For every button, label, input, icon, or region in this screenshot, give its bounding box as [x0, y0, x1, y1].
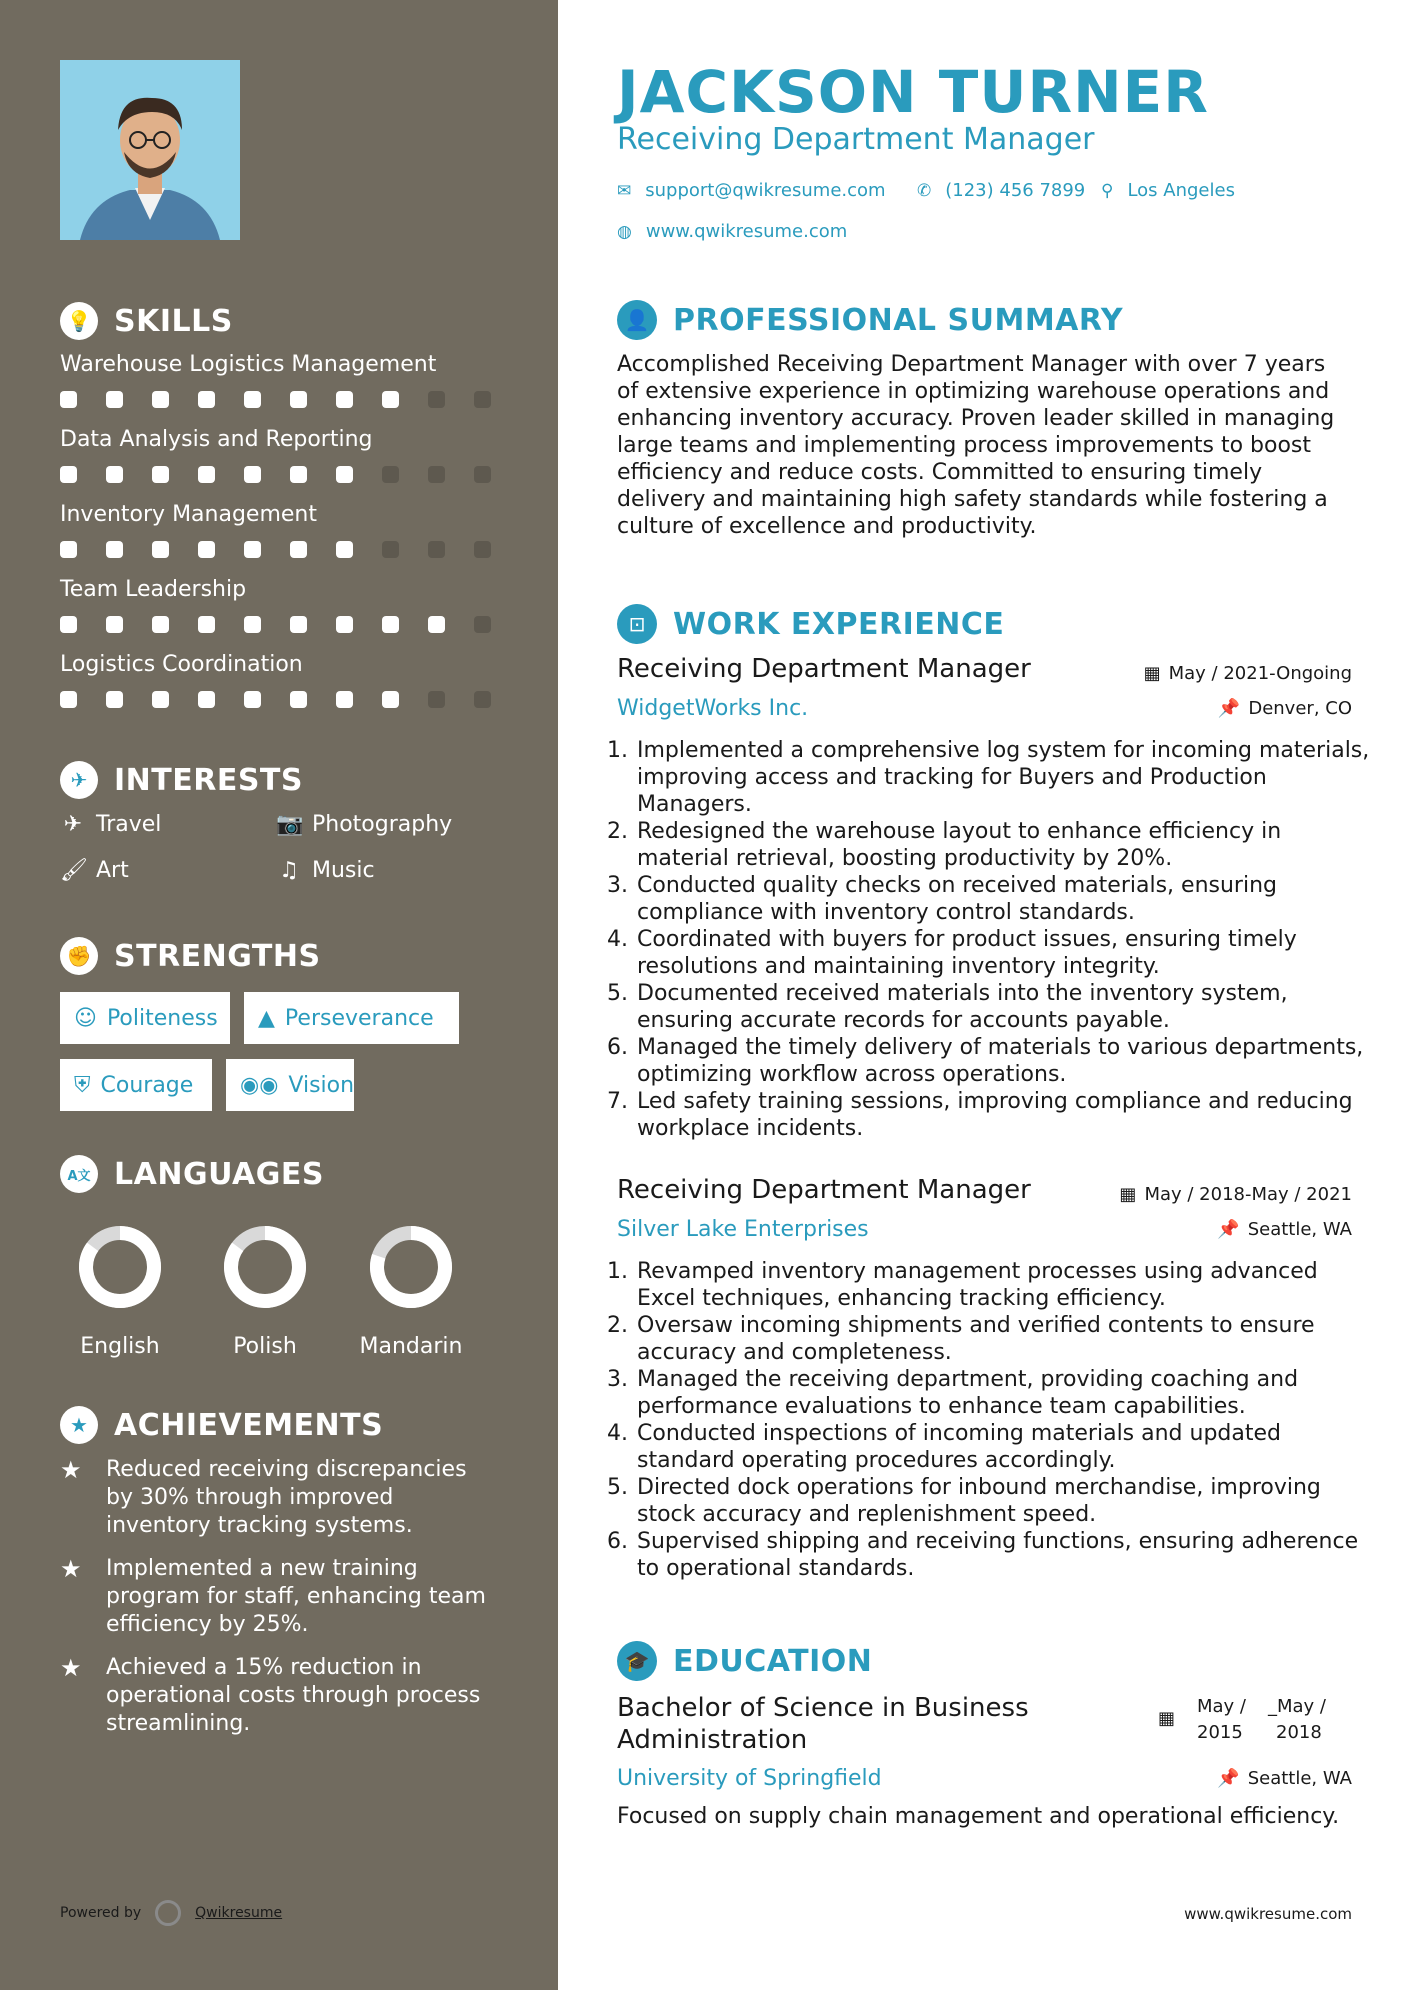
star-badge-icon: ★: [60, 1406, 98, 1444]
school-name: University of Springfield: [617, 1766, 882, 1791]
job-location: 📌 Denver, CO: [1217, 698, 1352, 719]
skill-name: Team Leadership: [60, 577, 247, 602]
skill-dot: [106, 541, 123, 558]
skill-dot: [152, 541, 169, 558]
education-location: 📌 Seattle, WA: [1217, 1768, 1352, 1789]
email-contact: [617, 180, 886, 201]
lightbulb-icon: 💡: [60, 302, 98, 340]
skill-dot: [474, 541, 491, 558]
job-bullet: 2. Oversaw incoming shipments and verified contents to ensure accuracy and completeness.: [635, 1312, 1370, 1366]
smile-icon: ☺: [74, 1005, 97, 1031]
strengths-heading: ✊ STRENGTHS: [60, 937, 321, 975]
location-contact: ⚲ Los Angeles: [1101, 180, 1235, 201]
skill-dot: [244, 391, 261, 408]
star-icon: ★: [60, 1456, 82, 1484]
skill-dot: [60, 616, 77, 633]
interest-item: 🖌 Art: [60, 858, 129, 883]
profile-photo: [60, 60, 240, 240]
skill-dot: [428, 616, 445, 633]
camera-icon: 📷: [276, 812, 304, 837]
skill-item: [60, 352, 500, 408]
skill-dot: [106, 616, 123, 633]
qwikresume-logo-icon: [155, 1900, 181, 1926]
language-icon: A文: [60, 1155, 98, 1193]
skill-level: [60, 541, 500, 558]
footer-website[interactable]: www.qwikresume.com: [1184, 1905, 1352, 1923]
interests-heading: ✈ INTERESTS: [60, 761, 303, 799]
pin-icon: 📌: [1217, 698, 1241, 719]
skill-dot: [290, 616, 307, 633]
summary-heading: 👤 PROFESSIONAL SUMMARY: [617, 300, 1123, 340]
interest-item: ♫ Music: [276, 858, 375, 883]
skill-name: Inventory Management: [60, 502, 317, 527]
music-icon: ♫: [279, 858, 299, 883]
skill-dot: [152, 391, 169, 408]
skill-dot: [336, 541, 353, 558]
skill-dot: [244, 691, 261, 708]
website-contact: [617, 221, 847, 242]
envelope-icon: ✉: [617, 180, 632, 201]
star-icon: ★: [60, 1654, 82, 1682]
skill-level: [60, 391, 500, 408]
skills-heading: 💡 SKILLS: [60, 302, 233, 340]
email-link[interactable]: support@qwikresume.com: [645, 180, 886, 201]
skill-name: Data Analysis and Reporting: [60, 427, 373, 452]
sidebar: [0, 0, 558, 1990]
job-bullet: 5. Documented received materials into the inventory system, ensuring accurate records for accounts payable.: [635, 980, 1370, 1034]
company-name: Silver Lake Enterprises: [617, 1217, 869, 1242]
interest-item: ✈ Travel: [60, 812, 161, 837]
skill-dot: [60, 466, 77, 483]
job-bullet: 5. Directed dock operations for inbound merchandise, improving stock accuracy and replenishment speed.: [635, 1474, 1370, 1528]
job-bullet: 6. Managed the timely delivery of materials to various departments, optimizing workflow across operations.: [635, 1034, 1370, 1088]
skill-dot: [198, 466, 215, 483]
job-dates: ▦ May / 2018-May / 2021: [1119, 1184, 1352, 1205]
skill-dot: [60, 691, 77, 708]
skill-dot: [336, 466, 353, 483]
language-name: Polish: [233, 1334, 297, 1359]
skill-dot: [198, 691, 215, 708]
skill-dot: [60, 541, 77, 558]
binoculars-icon: ◉◉: [240, 1072, 279, 1098]
education-heading: 🎓 EDUCATION: [617, 1641, 872, 1681]
skill-dot: [382, 391, 399, 408]
language-donut: [75, 1222, 165, 1312]
paper-plane-icon: ✈: [60, 761, 98, 799]
job-location: 📌 Seattle, WA: [1217, 1219, 1352, 1240]
powered-by: Powered by Qwikresume: [60, 1900, 282, 1926]
skill-dot: [474, 466, 491, 483]
skill-dot: [382, 691, 399, 708]
brand-link[interactable]: Qwikresume: [195, 1905, 283, 1921]
skill-dot: [106, 391, 123, 408]
summary-text: Accomplished Receiving Department Manager with over 7 years of extensive experience in optimizing warehouse operations and enhancing inventory accuracy. Proven leader skilled in managing large teams and implementing process improvements to boost efficiency and reduce costs. Committed to ensuring timely delivery and maintaining high safety standards while fostering a culture of excellence and productivity.: [617, 352, 1335, 539]
user-icon: 👤: [617, 300, 657, 340]
language-donut: [366, 1222, 456, 1312]
plane-icon: ✈: [63, 812, 83, 837]
languages-heading: A文 LANGUAGES: [60, 1155, 324, 1193]
skill-dot: [198, 616, 215, 633]
skill-dot: [428, 541, 445, 558]
skill-dot: [244, 541, 261, 558]
job-bullet: 1. Revamped inventory management processes using advanced Excel techniques, enhancing tracking efficiency.: [635, 1258, 1370, 1312]
job-bullet: 2. Redesigned the warehouse layout to enhance efficiency in material retrieval, boosting productivity by 20%.: [635, 818, 1370, 872]
skill-dot: [106, 466, 123, 483]
brush-icon: 🖌: [60, 858, 88, 883]
job-title: Receiving Department Manager: [617, 1175, 1031, 1205]
language-donut: [220, 1222, 310, 1312]
skill-dot: [152, 691, 169, 708]
job-bullet: 3. Managed the receiving department, providing coaching and performance evaluations to enhance team capabilities.: [635, 1366, 1370, 1420]
star-icon: ★: [60, 1555, 82, 1583]
calendar-icon: ▦: [1157, 1708, 1175, 1729]
language-name: Mandarin: [359, 1334, 463, 1359]
experience-heading: ⊡ WORK EXPERIENCE: [617, 604, 1004, 644]
skill-dot: [106, 691, 123, 708]
language-item: [50, 1222, 190, 1359]
skill-dot: [428, 466, 445, 483]
calendar-icon: ▦: [1143, 663, 1161, 684]
skill-dot: [244, 616, 261, 633]
skill-dot: [474, 391, 491, 408]
person-title: Receiving Department Manager: [617, 122, 1095, 157]
map-pin-icon: ⚲: [1101, 180, 1114, 201]
achievement-item: ★ Achieved a 15% reduction in operational costs through process streamlining.: [60, 1654, 481, 1736]
job-bullet: 4. Coordinated with buyers for product issues, ensuring timely resolutions and maintaining inventory integrity.: [635, 926, 1370, 980]
phone-contact: ✆ (123) 456 7899: [917, 180, 1086, 201]
strength-chip: ☺ Politeness: [60, 992, 230, 1044]
job-bullet: 4. Conducted inspections of incoming materials and updated standard operating procedures accordingly.: [635, 1420, 1370, 1474]
job-bullet: 1. Implemented a comprehensive log system for incoming materials, improving access and tracking for Buyers and Production Managers.: [635, 737, 1370, 818]
skill-dot: [290, 391, 307, 408]
achievement-item: ★ Reduced receiving discrepancies by 30% through improved inventory tracking systems.: [60, 1456, 467, 1538]
skill-dot: [290, 541, 307, 558]
skill-dot: [382, 466, 399, 483]
skill-dot: [198, 541, 215, 558]
pin-icon: 📌: [1217, 1219, 1240, 1240]
desk-chair-icon: ⊡: [617, 604, 657, 644]
job-bullet: 7. Led safety training sessions, improving compliance and reducing workplace incidents.: [635, 1088, 1370, 1142]
skill-dot: [336, 691, 353, 708]
skill-dot: [152, 466, 169, 483]
company-name: WidgetWorks Inc.: [617, 696, 809, 721]
shield-icon: ⛨: [74, 1072, 91, 1098]
job-bullets: [617, 737, 1370, 1142]
skill-level: [60, 691, 500, 708]
skill-dot: [336, 391, 353, 408]
skill-level: [60, 466, 500, 483]
skill-dot: [474, 616, 491, 633]
skill-dot: [428, 691, 445, 708]
language-name: English: [80, 1334, 160, 1359]
skill-dot: [382, 616, 399, 633]
globe-icon: ◍: [617, 221, 632, 242]
job-bullets: [617, 1258, 1370, 1582]
graduate-icon: 🎓: [617, 1641, 657, 1681]
skill-name: Warehouse Logistics Management: [60, 352, 437, 377]
achievements-heading: ★ ACHIEVEMENTS: [60, 1406, 383, 1444]
job-title: Receiving Department Manager: [617, 654, 1031, 684]
strength-chip: ◉◉ Vision: [226, 1059, 354, 1111]
language-item: [195, 1222, 335, 1359]
website-link[interactable]: www.qwikresume.com: [645, 221, 848, 242]
education-description: Focused on supply chain management and operational efficiency.: [617, 1804, 1340, 1829]
skill-item: [60, 652, 500, 708]
skill-dot: [244, 466, 261, 483]
skill-dot: [60, 391, 77, 408]
language-item: [341, 1222, 481, 1359]
interest-item: 📷 Photography: [276, 812, 453, 837]
skill-item: [60, 577, 500, 633]
skill-dot: [474, 691, 491, 708]
skill-name: Logistics Coordination: [60, 652, 303, 677]
job-bullet: 6. Supervised shipping and receiving functions, ensuring adherence to operational standards.: [635, 1528, 1370, 1582]
mountain-icon: ▲: [258, 1005, 275, 1031]
phone-icon: ✆: [917, 180, 932, 201]
skill-item: [60, 502, 500, 558]
calendar-icon: ▦: [1119, 1184, 1137, 1205]
skill-dot: [428, 391, 445, 408]
strength-chip: ⛨ Courage: [60, 1059, 212, 1111]
skill-dot: [152, 616, 169, 633]
skill-dot: [336, 616, 353, 633]
skill-dot: [198, 391, 215, 408]
person-name: JACKSON TURNER: [617, 58, 1209, 126]
strength-chip: ▲ Perseverance: [244, 992, 459, 1044]
skill-dot: [290, 691, 307, 708]
degree-title: Bachelor of Science in Business Administration: [617, 1693, 1029, 1755]
fist-icon: ✊: [60, 937, 98, 975]
skill-level: [60, 616, 500, 633]
job-bullet: 3. Conducted quality checks on received materials, ensuring compliance with inventory control standards.: [635, 872, 1370, 926]
education-dates: ▦ May / 2015 _May / 2018: [1158, 1694, 1326, 1746]
job-dates: ▦ May / 2021-Ongoing: [1143, 663, 1352, 684]
skill-dot: [382, 541, 399, 558]
pin-icon: 📌: [1217, 1768, 1240, 1789]
skill-dot: [290, 466, 307, 483]
achievement-item: ★ Implemented a new training program for staff, enhancing team efficiency by 25%.: [60, 1555, 486, 1637]
skill-item: [60, 427, 500, 483]
